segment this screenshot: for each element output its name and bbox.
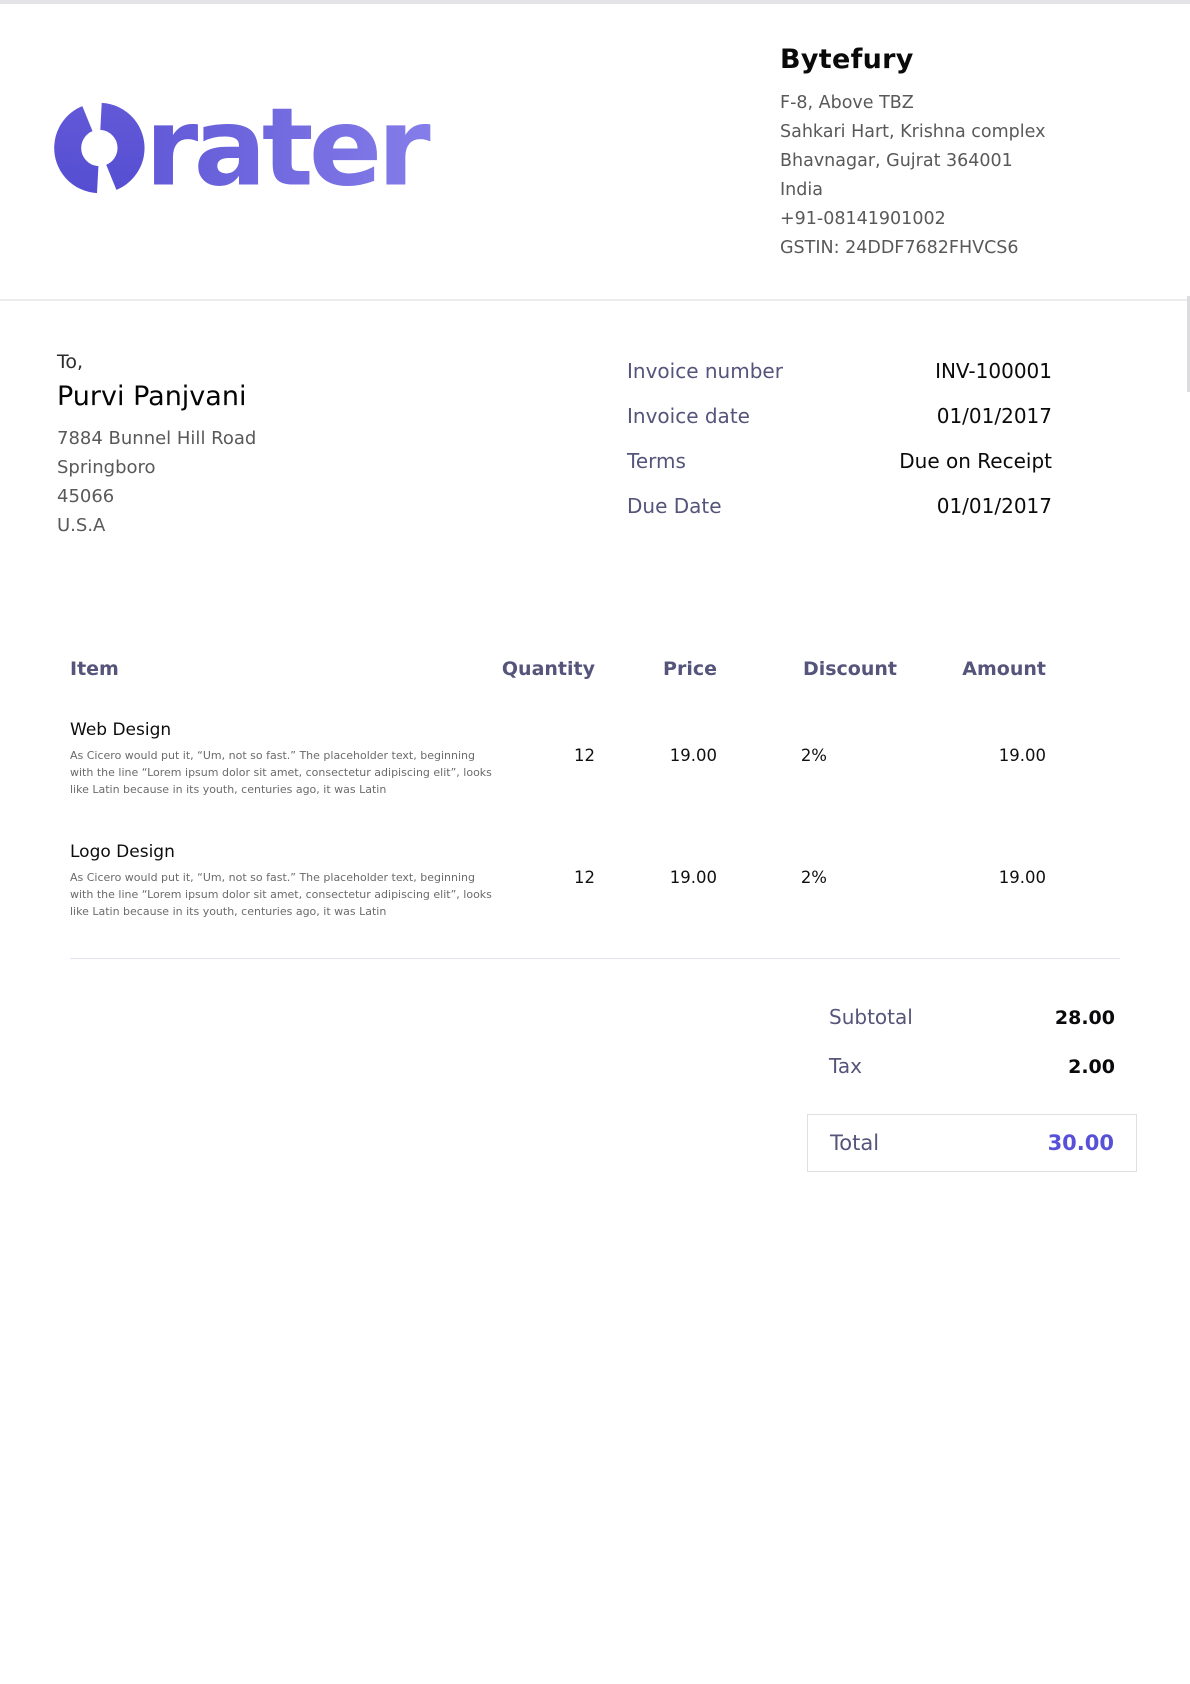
items-table-header <box>70 658 1120 720</box>
item-description: As Cicero would put it, “Um, not so fast.” The placeholder text, beginning with the line “Lorem ipsum dolor sit amet, consectetur adipiscing elit”, looks like Latin because in its youth, centuries ago, it was Latin <box>70 871 492 919</box>
company-phone: +91-08141901002 <box>780 209 946 229</box>
logo-text: rater <box>145 85 427 202</box>
customer-address-line: 45066 <box>57 486 115 507</box>
crater-logo-graphic <box>48 80 486 202</box>
customer-address-line: 7884 Bunnel Hill Road <box>57 428 257 449</box>
subtotal-value: 28.00 <box>1054 1007 1115 1030</box>
due-date-value: 01/01/2017 <box>936 494 1052 518</box>
total-value: 30.00 <box>1047 1131 1114 1156</box>
totals-section <box>807 1005 1137 1172</box>
company-address-line: Sahkari Hart, Krishna complex <box>780 122 1046 142</box>
terms-label: Terms <box>627 449 686 473</box>
item-discount: 2% <box>800 868 827 888</box>
company-address-line: India <box>780 180 823 200</box>
item-quantity: 12 <box>574 868 595 888</box>
item-price: 19.00 <box>669 868 717 888</box>
terms-value: Due on Receipt <box>899 449 1052 473</box>
tax-label: Tax <box>829 1054 862 1079</box>
invoice-number-label: Invoice number <box>627 359 783 383</box>
customer-address-line: U.S.A <box>57 515 106 536</box>
item-row <box>70 842 1120 920</box>
customer-address-line: Springboro <box>57 457 156 478</box>
subtotal-row <box>807 1005 1137 1029</box>
company-gstin: GSTIN: 24DDF7682FHVCS6 <box>780 238 1019 258</box>
billing-section <box>0 301 1190 540</box>
table-bottom-divider <box>70 958 1120 959</box>
meta-row-invoice-date <box>627 404 1052 428</box>
meta-row-terms <box>627 449 1052 473</box>
total-box <box>807 1114 1137 1172</box>
logo-c-ring <box>66 115 133 182</box>
item-price: 19.00 <box>669 746 717 765</box>
total-label: Total <box>830 1131 880 1156</box>
invoice-date-label: Invoice date <box>627 404 750 428</box>
invoice-header <box>0 4 1190 299</box>
tax-value: 2.00 <box>1068 1056 1115 1079</box>
meta-row-invoice-number <box>627 359 1052 383</box>
header-quantity: Quantity <box>501 658 595 680</box>
item-name: Web Design <box>70 720 172 740</box>
invoice-meta <box>627 351 1052 540</box>
item-amount: 19.00 <box>998 746 1046 765</box>
crater-logo <box>48 80 486 263</box>
item-amount: 19.00 <box>998 868 1046 888</box>
header-price: Price <box>663 658 717 680</box>
due-date-label: Due Date <box>627 494 722 518</box>
item-row <box>70 720 1120 798</box>
invoice-date-value: 01/01/2017 <box>936 404 1052 428</box>
items-table <box>70 658 1120 959</box>
item-cell <box>70 720 500 798</box>
company-address-line: F-8, Above TBZ <box>780 93 914 113</box>
bill-to-block <box>57 351 256 540</box>
company-address-line: Bhavnagar, Gujrat 364001 <box>780 151 1013 171</box>
tax-row <box>807 1054 1137 1078</box>
header-amount: Amount <box>962 658 1046 680</box>
subtotal-label: Subtotal <box>829 1005 913 1030</box>
invoice-number-value: INV-100001 <box>935 359 1052 383</box>
bill-to-label: To, <box>57 351 84 373</box>
company-info <box>780 44 1120 263</box>
customer-name: Purvi Panjvani <box>57 381 247 412</box>
header-discount: Discount <box>802 658 897 680</box>
meta-row-due-date <box>627 494 1052 518</box>
item-cell <box>70 842 500 920</box>
item-description: As Cicero would put it, “Um, not so fast.” The placeholder text, beginning with the line “Lorem ipsum dolor sit amet, consectetur adipiscing elit”, looks like Latin because in its youth, centuries ago, it was Latin <box>70 749 492 797</box>
item-discount: 2% <box>800 746 827 765</box>
item-name: Logo Design <box>70 842 175 863</box>
header-item: Item <box>70 658 119 680</box>
company-name: Bytefury <box>780 44 914 75</box>
item-quantity: 12 <box>574 746 595 765</box>
